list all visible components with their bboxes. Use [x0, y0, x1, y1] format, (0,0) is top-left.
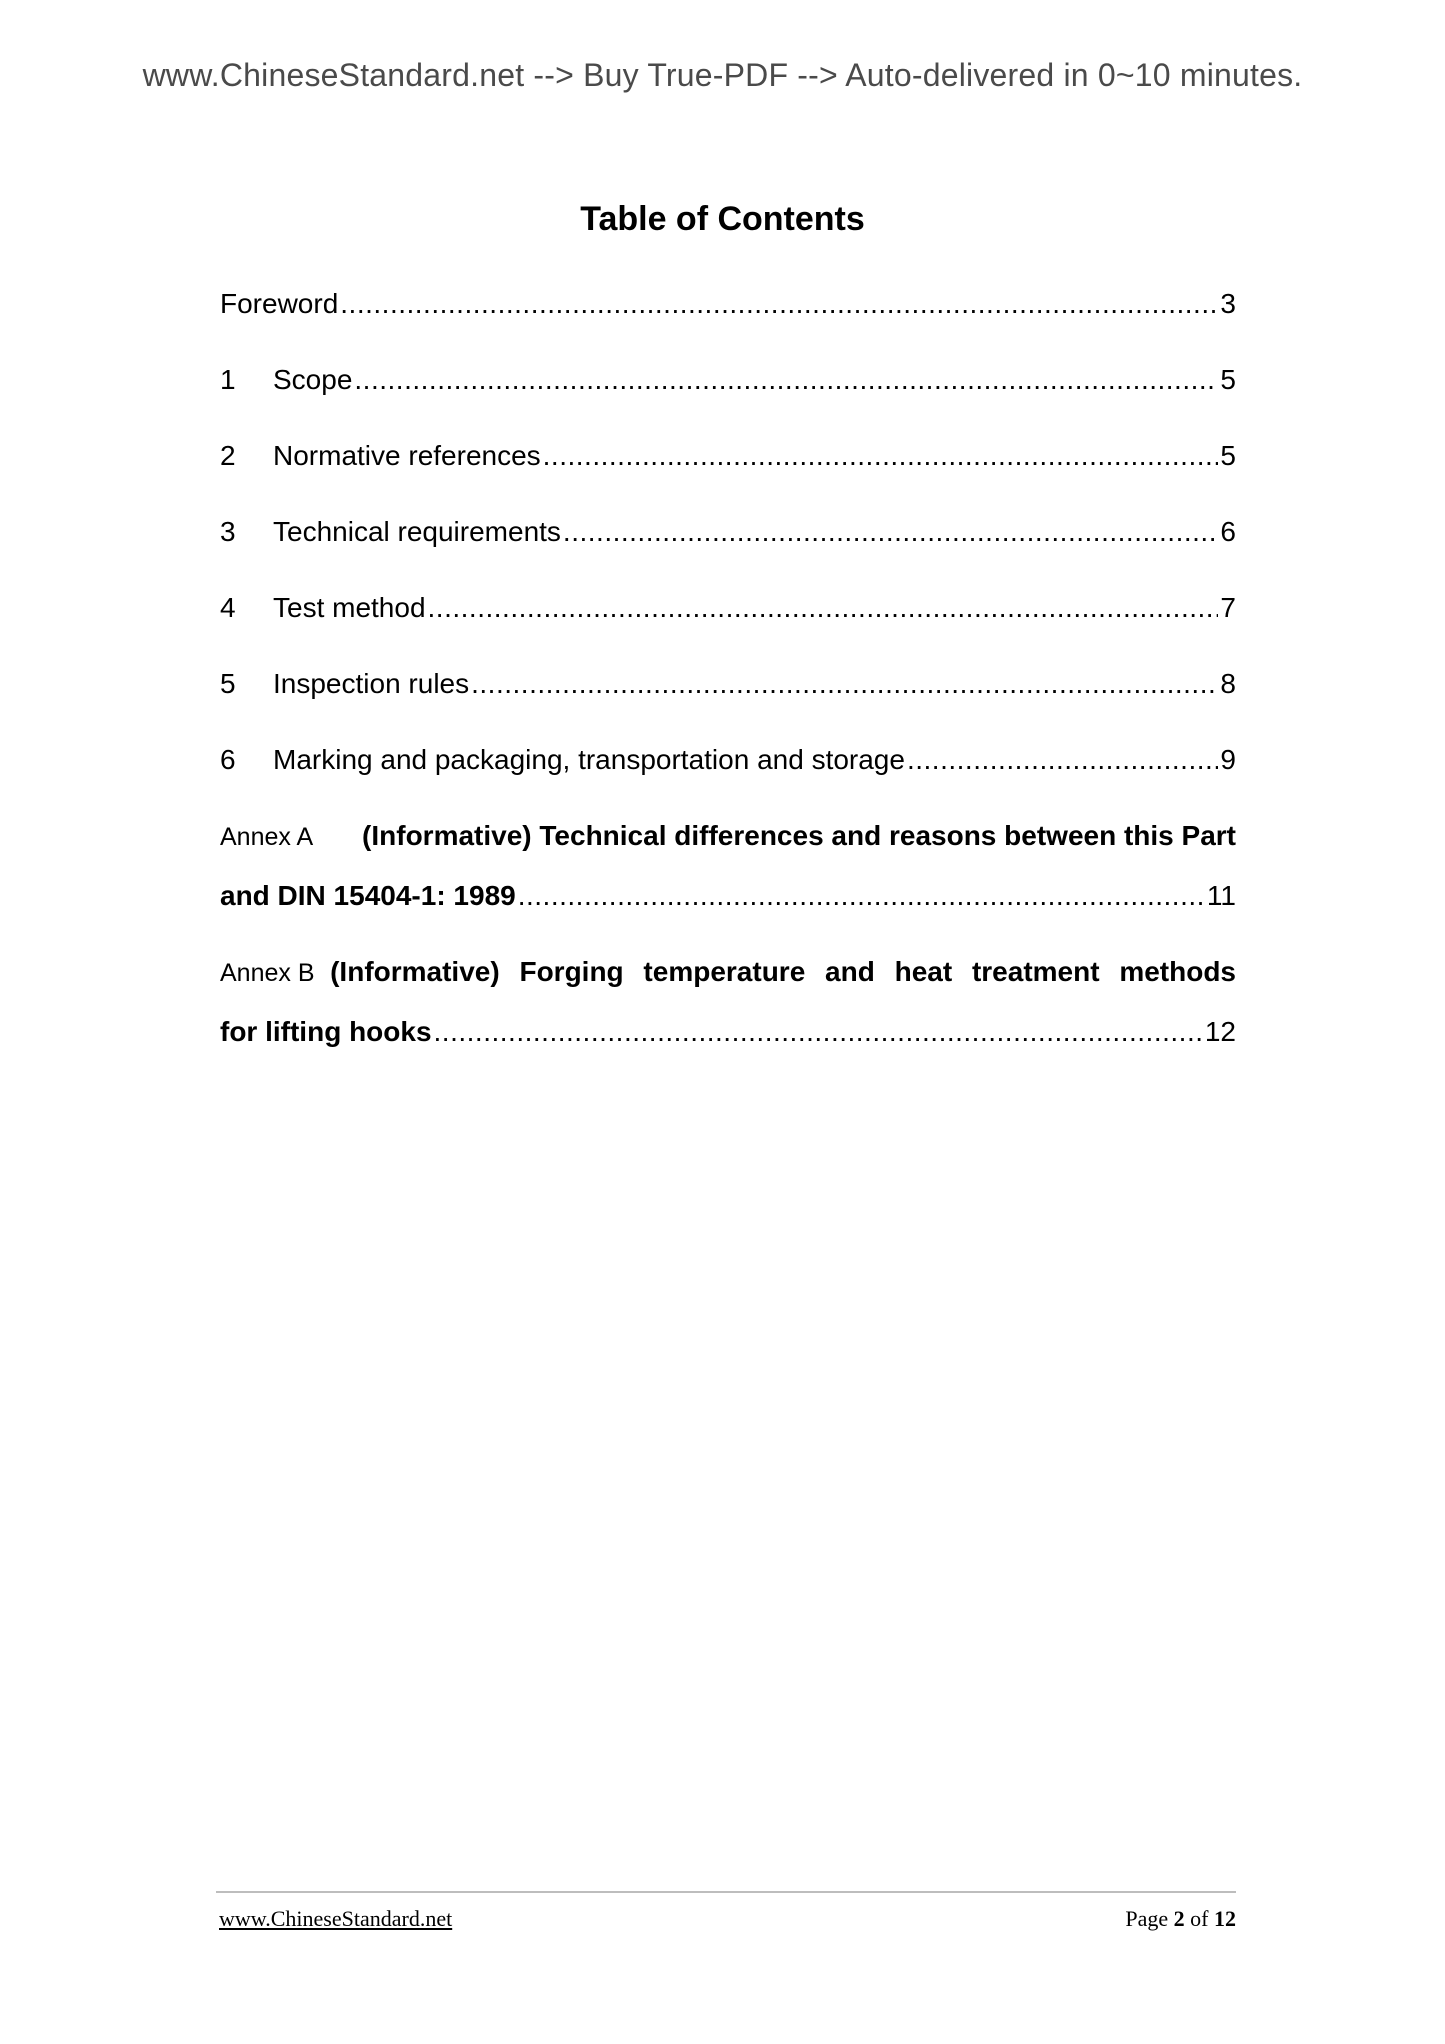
toc-entry-number: 2	[220, 440, 236, 471]
toc-entry-inspection-rules[interactable]	[220, 666, 1236, 702]
dot-leader	[543, 438, 1219, 474]
header-banner[interactable]: www.ChineseStandard.net --> Buy True-PDF --> Auto-delivered in 0~10 minutes.	[142, 57, 1303, 93]
toc-entry-annex-b[interactable]	[220, 954, 1236, 1050]
toc-entry-scope[interactable]	[220, 362, 1236, 398]
toc-entry-label: Normative references	[273, 440, 541, 471]
toc-entry-number: 1	[220, 364, 236, 395]
annex-title: (Informative) Technical differences and reasons between this Part	[362, 820, 1236, 851]
toc-entry-annex-a[interactable]	[220, 818, 1236, 914]
toc-title: Table of Contents	[580, 200, 865, 238]
toc-entry-label: Scope	[273, 364, 353, 395]
footer-divider	[216, 1891, 1236, 1893]
toc-entry-page: 5	[1220, 364, 1236, 395]
toc-entry-test-method[interactable]	[220, 590, 1236, 626]
page-current: 2	[1173, 1906, 1185, 1931]
toc-entry-number: 6	[220, 744, 236, 775]
toc-entry-label: Technical requirements	[273, 516, 561, 547]
toc-entry-number: 3	[220, 516, 236, 547]
toc-entry-label: Test method	[273, 592, 426, 623]
annex-prefix: Annex A	[220, 823, 314, 851]
toc-entry-foreword[interactable]	[220, 286, 1236, 322]
toc-entry-normative-references[interactable]	[220, 438, 1236, 474]
page-of: of	[1190, 1906, 1209, 1931]
toc-entry-page: 3	[1220, 288, 1236, 319]
toc-entry-technical-requirements[interactable]	[220, 514, 1236, 550]
footer-site-link[interactable]: www.ChineseStandard.net	[219, 1906, 453, 1931]
annex-first-line	[220, 954, 1236, 991]
toc-entry-page: 11	[1206, 880, 1236, 911]
toc-entry-page: 8	[1220, 668, 1236, 699]
dot-leader	[907, 742, 1218, 778]
toc-entry-label: Inspection rules	[273, 668, 470, 699]
dot-leader	[563, 514, 1219, 550]
annex-title: (Informative) Forging temperature and heat treatment methods	[330, 956, 1236, 987]
annex-prefix: Annex B	[220, 959, 315, 987]
dot-leader	[434, 1014, 1203, 1050]
toc-entry-label: Foreword	[220, 288, 339, 319]
toc-entry-page: 12	[1204, 1016, 1236, 1047]
footer-page-number	[1125, 1906, 1236, 1932]
annex-first-line	[220, 818, 1236, 855]
dot-leader	[428, 590, 1219, 626]
toc-entry-page: 5	[1220, 440, 1236, 471]
dot-leader	[354, 362, 1218, 398]
dot-leader	[518, 878, 1205, 914]
toc-entry-label: Marking and packaging, transportation and storage	[273, 744, 905, 775]
annex-title-continued: for lifting hooks	[220, 1016, 432, 1047]
dot-leader	[340, 286, 1218, 322]
page-total: 12	[1214, 1906, 1236, 1931]
toc-entry-number: 5	[220, 668, 236, 699]
annex-second-line	[220, 878, 1236, 914]
annex-second-line	[220, 1014, 1236, 1050]
annex-title-continued: and DIN 15404-1: 1989	[220, 880, 516, 911]
toc-entry-number: 4	[220, 592, 236, 623]
toc-entry-marking-packaging[interactable]	[220, 742, 1236, 778]
toc-entry-page: 6	[1220, 516, 1236, 547]
toc-entry-page: 9	[1220, 744, 1236, 775]
page-word: Page	[1125, 1906, 1169, 1931]
toc-entry-page: 7	[1220, 592, 1236, 623]
dot-leader	[471, 666, 1218, 702]
